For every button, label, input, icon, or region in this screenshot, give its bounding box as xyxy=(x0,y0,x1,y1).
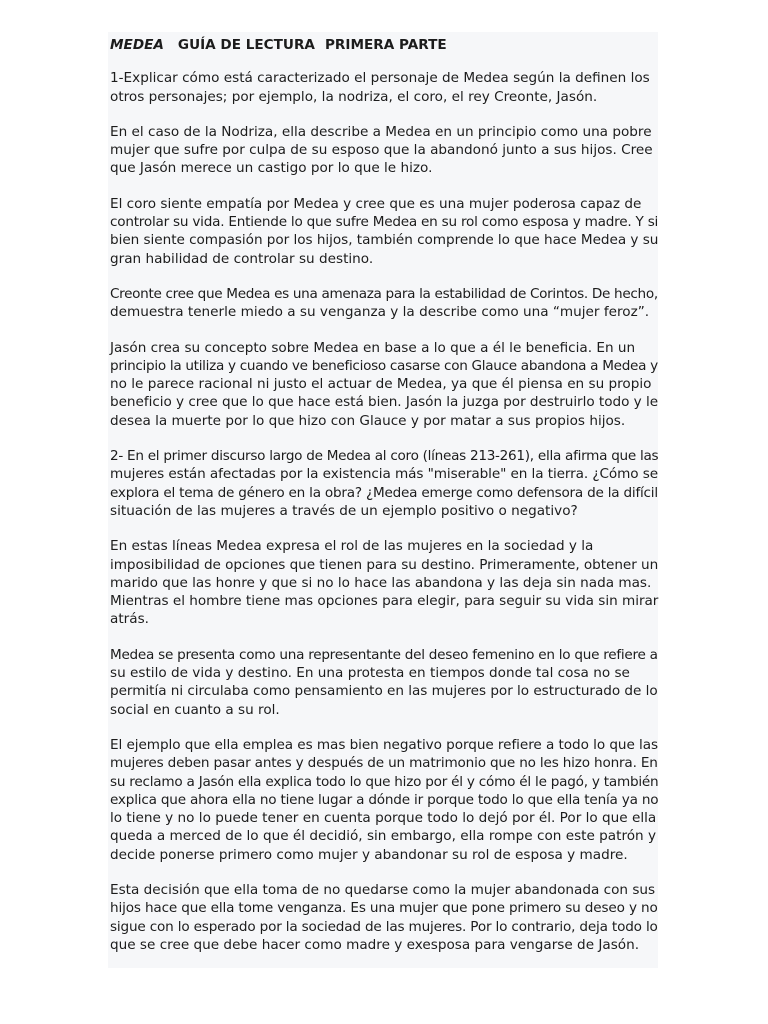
text-line: permitía ni circulaba como pensamiento en las mujeres por lo estructurado de lo xyxy=(110,683,658,700)
text-line: hijos hace que ella tome venganza. Es una mujer que pone primero su deseo y no xyxy=(110,900,658,917)
text-line: 1-Explicar cómo está caracterizado el personaje de Medea según la definen los xyxy=(110,70,650,87)
paragraph xyxy=(110,339,658,430)
text-line: desea la muerte por lo que hizo con Glauce y por matar a sus propios hijos. xyxy=(110,412,626,429)
paragraph xyxy=(110,69,658,106)
text-line: En estas líneas Medea expresa el rol de las mujeres en la sociedad y la xyxy=(110,538,594,555)
text-line: sigue con lo esperado por la sociedad de las mujeres. Por lo contrario, deja todo lo xyxy=(110,918,658,935)
text-line: no le parece racional ni justo el actuar de Medea, ya que él piensa en su propio xyxy=(110,376,652,393)
text-line: queda a merced de lo que él decidió, sin embargo, ella rompe con este patrón y xyxy=(110,828,657,845)
text-line: decide ponerse primero como mujer y abandonar su rol de esposa y madre. xyxy=(110,846,628,863)
document-body xyxy=(110,36,658,971)
text-line: mujer que sufre por culpa de su esposo que la abandonó junto a sus hijos. Cree xyxy=(110,142,653,159)
text-line: mujeres deben pasar antes y después de un matrimonio que no les hizo honra. En xyxy=(110,755,658,772)
text-line: otros personajes; por ejemplo, la nodriza, el coro, el rey Creonte, Jasón. xyxy=(110,88,598,105)
document-title xyxy=(110,36,658,54)
paragraph xyxy=(110,537,658,628)
text-line: demuestra tenerle miedo a su venganza y la describe como una “mujer feroz”. xyxy=(110,304,650,321)
title-part: PRIMERA PARTE xyxy=(324,37,447,53)
paragraph xyxy=(110,447,658,520)
text-line: bien siente compasión por los hijos, también comprende lo que hace Medea y su xyxy=(110,232,659,249)
text-line: 2- En el primer discurso largo de Medea al coro (líneas 213-261), ella afirma que las xyxy=(110,448,659,465)
paragraph xyxy=(110,881,658,954)
text-line: su estilo de vida y destino. En una protesta en tiempos donde tal cosa no se xyxy=(110,665,630,682)
text-line: explica que ahora ella no tiene lugar a dónde ir porque todo lo que ella tenía ya no xyxy=(110,791,659,808)
text-line: explora el tema de género en la obra? ¿Medea emerge como defensora de la difícil xyxy=(110,484,658,501)
text-line: que se cree que debe hacer como madre y exesposa para vengarse de Jasón. xyxy=(110,936,640,953)
paragraph xyxy=(110,736,658,864)
text-line: imposibilidad de opciones que tienen para su destino. Primeramente, obtener un xyxy=(110,556,659,573)
text-line: Mientras el hombre tiene mas opciones para elegir, para seguir su vida sin mirar xyxy=(110,593,659,610)
paragraph xyxy=(110,123,658,178)
paragraph xyxy=(110,646,658,719)
text-line: mujeres están afectadas por la existencia más "miserable" en la tierra. ¿Cómo se xyxy=(110,466,659,483)
text-line: beneficio y cree que lo que hace está bien. Jasón la juzga por destruirlo todo y le xyxy=(110,394,659,411)
paragraph-list xyxy=(110,69,658,954)
text-line: su reclamo a Jasón ella explica todo lo que hizo por él y cómo él le pagó, y también xyxy=(110,773,659,790)
text-line: gran habilidad de controlar su destino. xyxy=(110,250,374,267)
text-line: principio la utiliza y cuando ve beneficioso casarse con Glauce abandona a Medea y xyxy=(110,357,658,374)
text-line: Jasón crea su concepto sobre Medea en base a lo que a él le beneficia. En un xyxy=(110,339,636,356)
paragraph xyxy=(110,195,658,268)
text-line: En el caso de la Nodriza, ella describe a Medea en un principio como una pobre xyxy=(110,123,652,140)
title-guide: GUÍA DE LECTURA xyxy=(177,37,315,53)
text-line: atrás. xyxy=(110,611,149,628)
text-line: marido que las honre y que si no lo hace las abandona y las deja sin nada mas. xyxy=(110,574,652,591)
text-line: Esta decisión que ella toma de no quedarse como la mujer abandonada con sus xyxy=(110,881,656,898)
text-line: situación de las mujeres a través de un ejemplo positivo o negativo? xyxy=(110,502,578,519)
text-line: controlar su vida. Entiende lo que sufre Medea en su rol como esposa y madre. Y si xyxy=(110,214,659,231)
text-line: que Jasón merece un castigo por lo que le hizo. xyxy=(110,160,433,177)
title-work: MEDEA xyxy=(110,37,164,53)
text-line: lo tiene y no lo puede tener en cuenta porque todo lo dejó por él. Por lo que ella xyxy=(110,810,657,827)
text-line: El coro siente empatía por Medea y cree que es una mujer poderosa capaz de xyxy=(110,195,642,212)
text-line: Creonte cree que Medea es una amenaza para la estabilidad de Corintos. De hecho, xyxy=(110,285,658,302)
paragraph xyxy=(110,285,658,322)
text-line: El ejemplo que ella emplea es mas bien negativo porque refiere a todo lo que las xyxy=(110,736,659,753)
document-page xyxy=(108,32,658,968)
text-line: social en cuanto a su rol. xyxy=(110,701,280,718)
text-line: Medea se presenta como una representante del deseo femenino en lo que refiere a xyxy=(110,646,658,663)
